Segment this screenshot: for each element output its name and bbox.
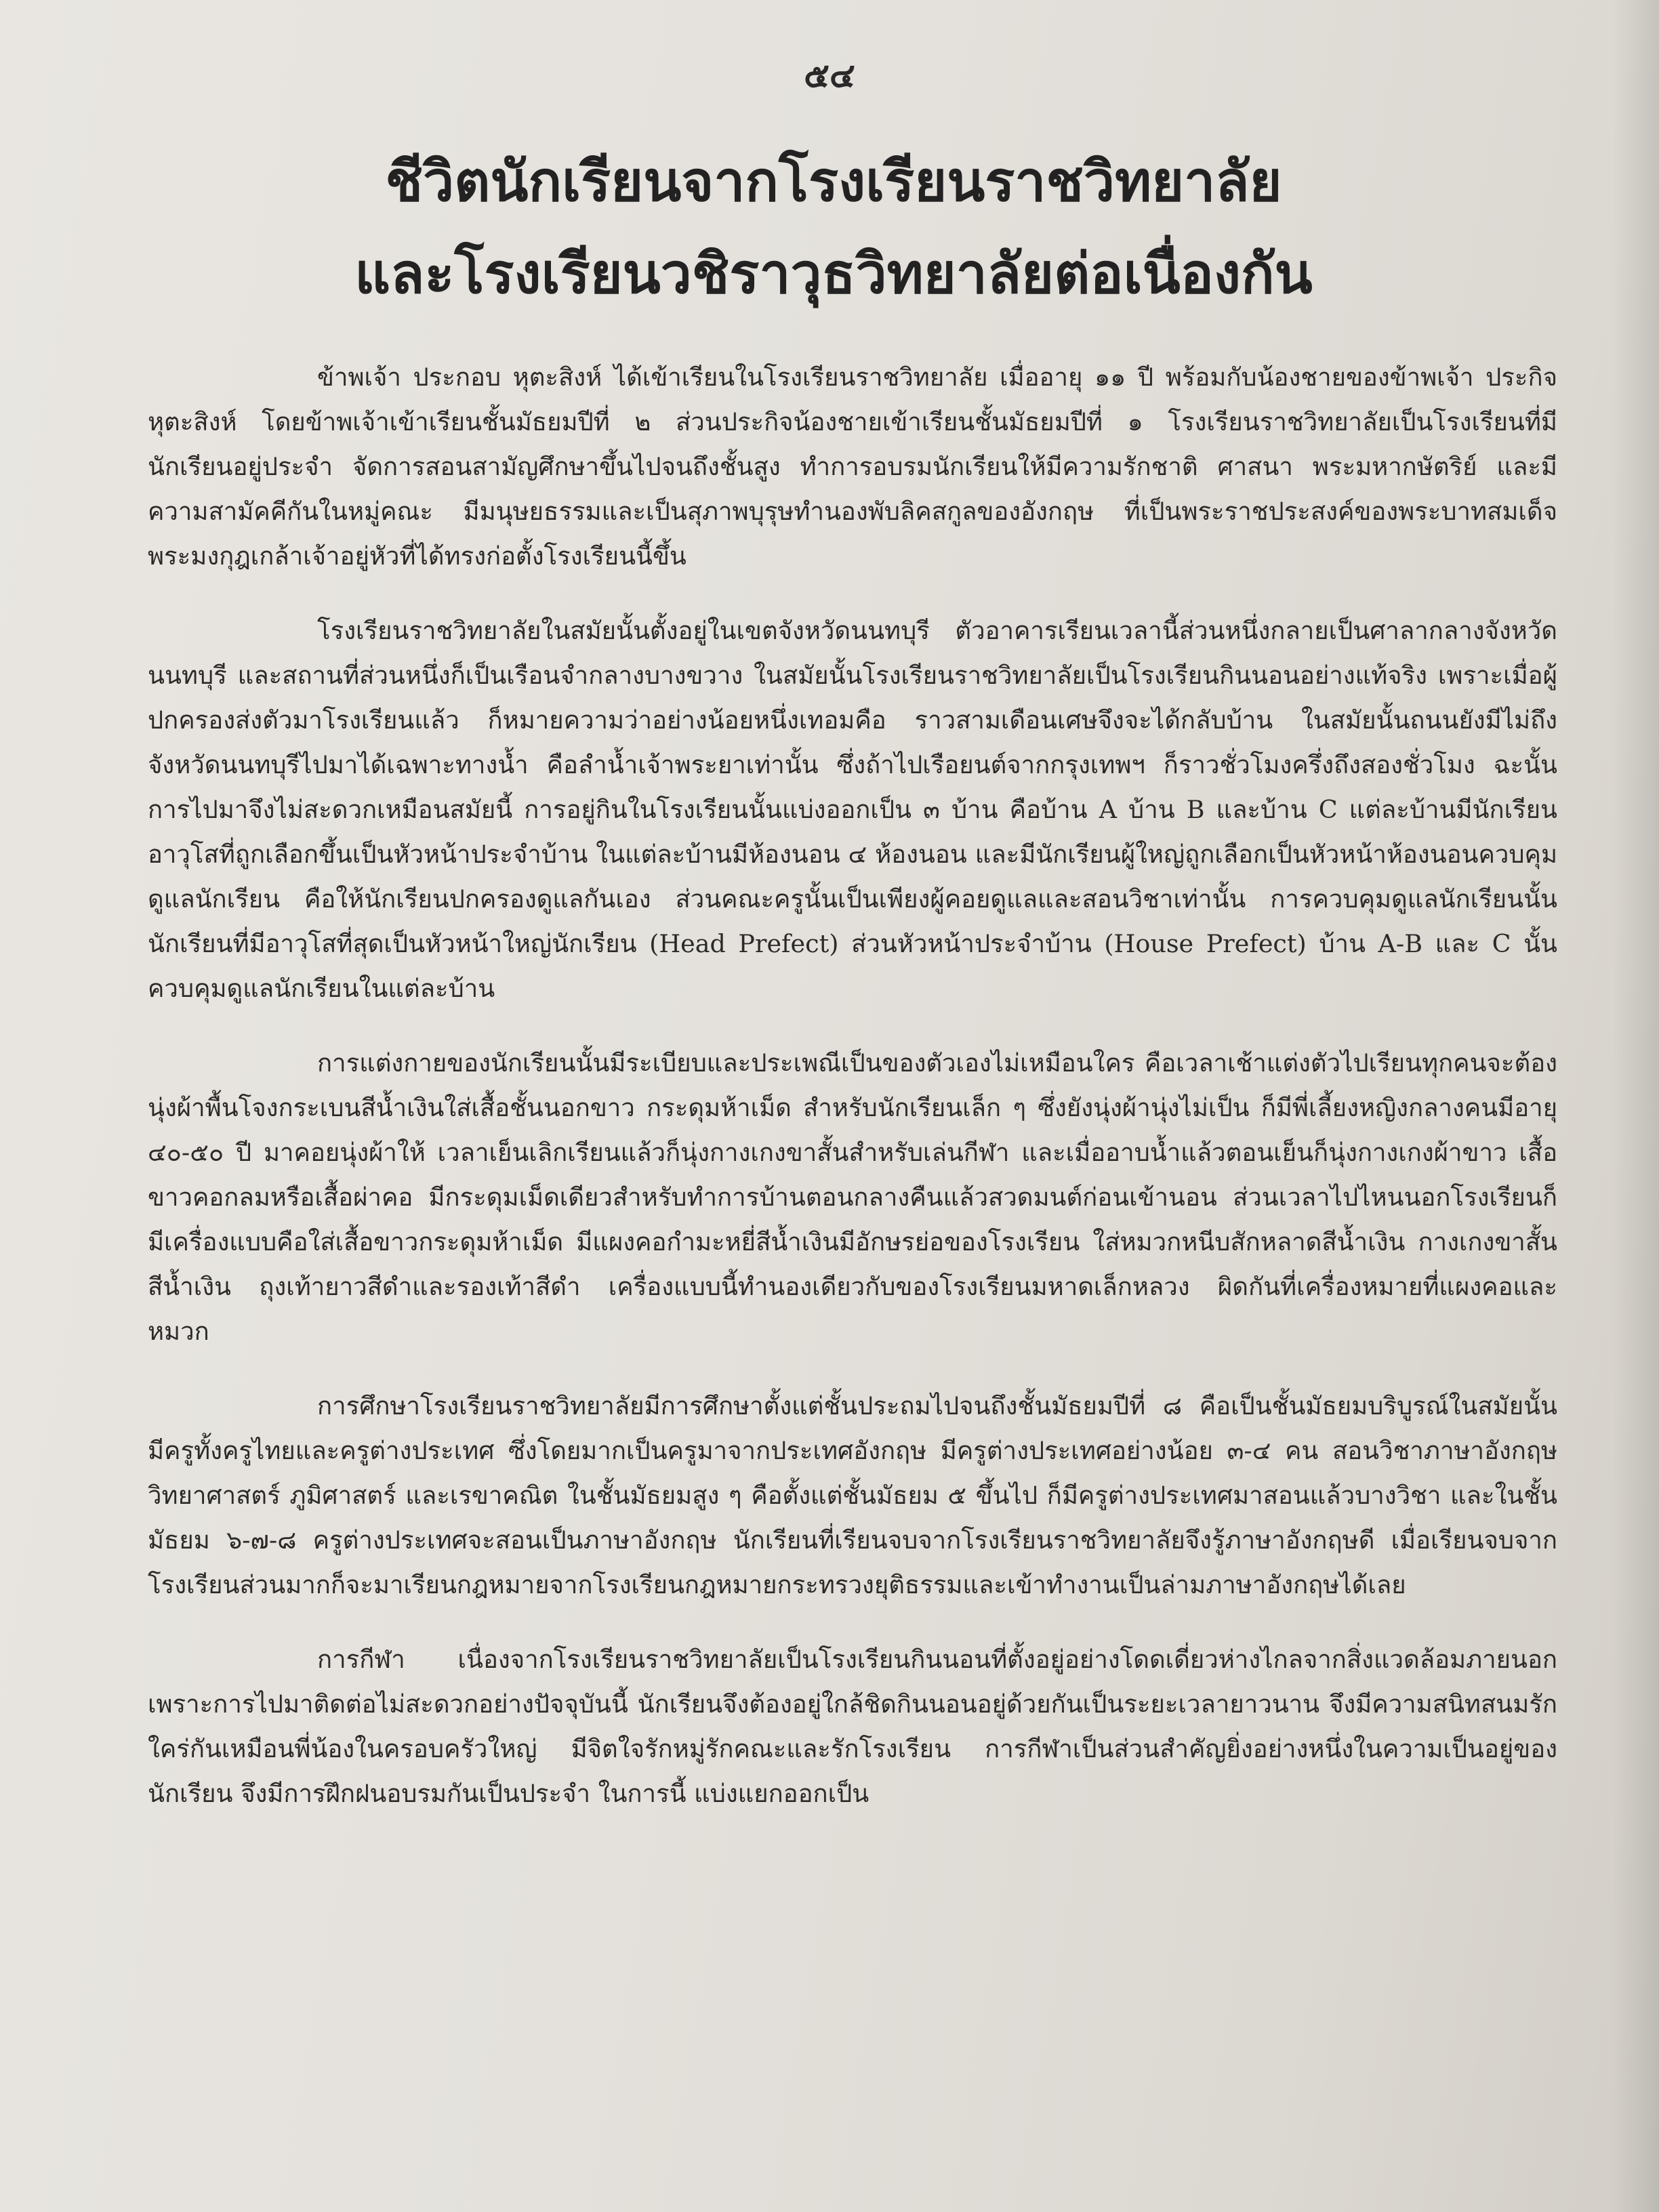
paragraph-education: การศึกษาโรงเรียนราชวิทยาลัยมีการศึกษาตั้งแต่ชั้นประถมไปจนถึงชั้นมัธยมปีที่ ๘ คือเป็นชั้นมัธยมบริบูรณ์ในสมัยนั้น มีครูทั้งครูไทยและครูต่างประเทศ ซึ่งโดยมากเป็นครูมาจากประเทศอังกฤษ มีครูต่างประเทศอย่างน้อย ๓-๔ คน สอนวิชาภาษาอังกฤษ วิทยาศาสตร์ ภูมิศาสตร์ และเรขาคณิต ในชั้นมัธยมสูง ๆ คือตั้งแต่ชั้นมัธยม ๕ ขึ้นไป ก็มีครูต่างประเทศมาสอนแล้วบางวิชา และในชั้นมัธยม ๖-๗-๘ ครูต่างประเทศจะสอนเป็นภาษาอังกฤษ นักเรียนที่เรียนจบจากโรงเรียนราชวิทยาลัยจึงรู้ภาษาอังกฤษดี เมื่อเรียนจบจากโรงเรียนส่วนมากก็จะมาเรียนกฎหมายจากโรงเรียนกฎหมายกระทรวงยุติธรรมและเข้าทำงานเป็นล่ามภาษาอังกฤษได้เลย xyxy=(148,1391,1557,1599)
paragraph-school-location: โรงเรียนราชวิทยาลัยในสมัยนั้นตั้งอยู่ในเขตจังหวัดนนทบุรี ตัวอาคารเรียนเวลานี้ส่วนหนึ่งกลายเป็นศาลากลางจังหวัดนนทบุรี และสถานที่ส่วนหนึ่งก็เป็นเรือนจำกลางบางขวาง ในสมัยนั้นโรงเรียนราชวิทยาลัยเป็นโรงเรียนกินนอนอย่างแท้จริง เพราะเมื่อผู้ปกครองส่งตัวมาโรงเรียนแล้ว ก็หมายความว่าอย่างน้อยหนึ่งเทอมคือ ราวสามเดือนเศษจึงจะได้กลับบ้าน ในสมัยนั้นถนนยังมีไม่ถึงจังหวัดนนทบุรีไปมาได้เฉพาะทางน้ำ คือลำน้ำเจ้าพระยาเท่านั้น ซึ่งถ้าไปเรือยนต์จากกรุงเทพฯ ก็ราวชั่วโมงครึ่งถึงสองชั่วโมง ฉะนั้นการไปมาจึงไม่สะดวกเหมือนสมัยนี้ การอยู่กินในโรงเรียนนั้นแบ่งออกเป็น ๓ บ้าน คือบ้าน A บ้าน B และบ้าน C แต่ละบ้านมีนักเรียนอาวุโสที่ถูกเลือกขึ้นเป็นหัวหน้าประจำบ้าน ในแต่ละบ้านมีห้องนอน ๔ ห้องนอน และมีนักเรียนผู้ใหญ่ถูกเลือกเป็นหัวหน้าห้องนอนควบคุมดูแลนักเรียน คือให้นักเรียนปกครองดูแลกันเอง ส่วนคณะครูนั้นเป็นเพียงผู้คอยดูแลและสอนวิชาเท่านั้น การควบคุมดูแลนักเรียนนั้นนักเรียนที่มีอาวุโสที่สุดเป็นหัวหน้าใหญ่นักเรียน (Head Prefect) ส่วนหัวหน้าประจำบ้าน (House Prefect) บ้าน A-B และ C นั้นควบคุมดูแลนักเรียนในแต่ละบ้าน xyxy=(148,616,1557,1003)
chapter-title-line-2: และโรงเรียนวชิราวุธวิทยาลัยต่อเนื่องกัน xyxy=(354,241,1313,306)
page-number: ๕๔ xyxy=(804,55,855,95)
chapter-title-line-1: ชีวิตนักเรียนจากโรงเรียนราชวิทยาลัย xyxy=(385,149,1282,214)
page-edge-shadow xyxy=(1612,0,1659,2212)
paragraph-uniform: การแต่งกายของนักเรียนนั้นมีระเบียบและประเพณีเป็นของตัวเองไม่เหมือนใคร คือเวลาเช้าแต่งตัวไปเรียนทุกคนจะต้องนุ่งผ้าพื้นโจงกระเบนสีน้ำเงินใส่เสื้อชั้นนอกขาว กระดุมห้าเม็ด สำหรับนักเรียนเล็ก ๆ ซึ่งยังนุ่งผ้านุ่งไม่เป็น ก็มีพี่เลี้ยงหญิงกลางคนมีอายุ ๔๐-๕๐ ปี มาคอยนุ่งผ้าให้ เวลาเย็นเลิกเรียนแล้วก็นุ่งกางเกงขาสั้นสำหรับเล่นกีฬา และเมื่ออาบน้ำแล้วตอนเย็นก็นุ่งกางเกงผ้าขาว เสื้อขาวคอกลมหรือเสื้อผ่าคอ มีกระดุมเม็ดเดียวสำหรับทำการบ้านตอนกลางคืนแล้วสวดมนต์ก่อนเข้านอน ส่วนเวลาไปไหนนอกโรงเรียนก็มีเครื่องแบบคือใส่เสื้อขาวกระดุมห้าเม็ด มีแผงคอกำมะหยี่สีน้ำเงินมีอักษรย่อของโรงเรียน ใส่หมวกหนีบสักหลาดสีน้ำเงิน กางเกงขาสั้นสีน้ำเงิน ถุงเท้ายาวสีดำและรองเท้าสีดำ เครื่องแบบนี้ทำนองเดียวกับของโรงเรียนมหาดเล็กหลวง ผิดกันที่เครื่องหมายที่แผงคอและหมวก xyxy=(148,1048,1557,1346)
chapter-title xyxy=(285,136,1382,320)
paragraph-intro: ข้าพเจ้า ประกอบ หุตะสิงห์ ได้เข้าเรียนในโรงเรียนราชวิทยาลัย เมื่ออายุ ๑๑ ปี พร้อมกับน้องชายของข้าพเจ้า ประกิจ หุตะสิงห์ โดยข้าพเจ้าเข้าเรียนชั้นมัธยมปีที่ ๒ ส่วนประกิจน้องชายเข้าเรียนชั้นมัธยมปีที่ ๑ โรงเรียนราชวิทยาลัยเป็นโรงเรียนที่มีนักเรียนอยู่ประจำ จัดการสอนสามัญศึกษาขึ้นไปจนถึงชั้นสูง ทำการอบรมนักเรียนให้มีความรักชาติ ศาสนา พระมหากษัตริย์ และมีความสามัคคีกันในหมู่คณะ มีมนุษยธรรมและเป็นสุภาพบุรุษทำนองพับลิคสกูลของอังกฤษ ที่เป็นพระราชประสงค์ของพระบาทสมเด็จพระมงกุฎเกล้าเจ้าอยู่หัวที่ได้ทรงก่อตั้งโรงเรียนนี้ขึ้น xyxy=(148,363,1557,571)
paragraph-sports: การกีฬา เนื่องจากโรงเรียนราชวิทยาลัยเป็นโรงเรียนกินนอนที่ตั้งอยู่อย่างโดดเดี่ยวห่างไกลจากสิ่งแวดล้อมภายนอก เพราะการไปมาติดต่อไม่สะดวกอย่างปัจจุบันนี้ นักเรียนจึงต้องอยู่ใกล้ชิดกินนอนอยู่ด้วยกันเป็นระยะเวลายาวนาน จึงมีความสนิทสนมรักใคร่กันเหมือนพี่น้องในครอบครัวใหญ่ มีจิตใจรักหมู่รักคณะและรักโรงเรียน การกีฬาเป็นส่วนสำคัญยิ่งอย่างหนึ่งในความเป็นอยู่ของนักเรียน จึงมีการฝึกฝนอบรมกันเป็นประจำ ในการนี้ แบ่งแยกออกเป็น xyxy=(148,1645,1557,1808)
body-text xyxy=(148,355,1557,1846)
